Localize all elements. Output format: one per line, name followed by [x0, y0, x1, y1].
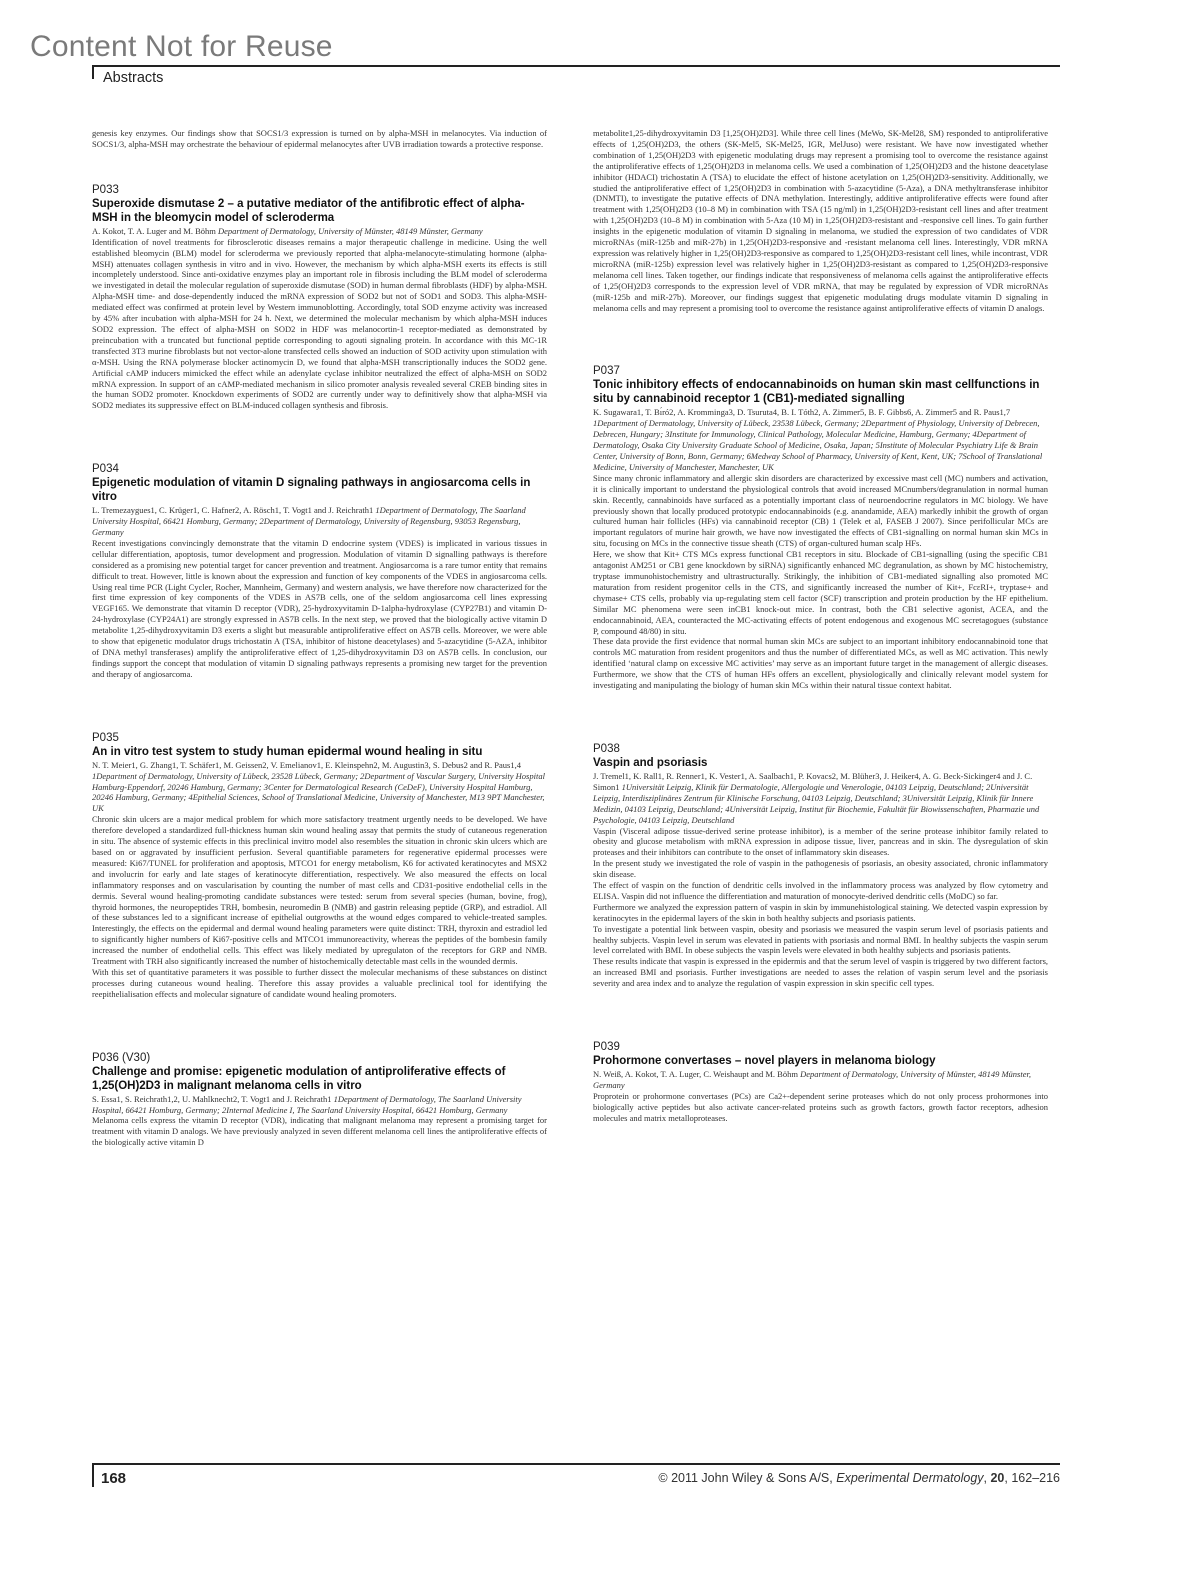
page-number: 168 — [101, 1470, 127, 1487]
abstract-body — [92, 814, 547, 999]
abstract-body — [593, 473, 1048, 691]
abstract-paragraph: Recent investigations convincingly demonstrate that the vitamin D endocrine system (VDES) is implicated in various tissues in cellular differentiation, apoptosis, tumor development and progression. Modulation of vitamin D signalling pathways is therefore considered as a promising new potential target for cancer prevention and treatment. Angiosarcoma is a rare tumor entity that remains difficult to treat. However, little is known about the expression and function of key components of the VDES in angiosarcoma cells. Using real time PCR (Light Cycler, Rocher, Mannheim, Germany) and western analysis, we have therefore now characterized for the first time expression of key components of the VDES in AS7B cells, one of the seldom angiosarcoma cell lines expressing VEGF165. We demonstrate that vitamin D receptor (VDR), 25-hydroxyvitamin D-1alpha-hydroxylase (CYP27B1) and vitamin D-24-hydroxylase (CYP24A1) are strongly expressed in AS7B cells. In the next step, we proved that the biologically active vitamin D metabolite 1,25-dihydroxyvitamin D3 exerts a slight but measurable antiproliferative effect on AS7B cells. Moreover, we were able to show that epigenetic modulator drugs trichostatin A (TSA, inhibitor of histone deacetylases) and 5-azacytidine (5-AZA, inhibitor of DNA methyl transferases) amplify the antiproliferative effect of 1,25-dihydroxyvitamin D3 on AS7B cells. In conclusion, our findings support the concept that modulation of vitamin D signaling pathways represents a promising new target for the prevention and therapy of angiosarcoma. — [92, 537, 547, 679]
abstract-paragraph: In the present study we investigated the role of vaspin in the pathogenesis of psoriasis, an obesity associated, chronic inflammatory skin disease. — [593, 858, 1048, 880]
abstract-p033 — [92, 184, 547, 411]
section-title: Abstracts — [103, 70, 164, 86]
left-column — [92, 128, 547, 1148]
abstract-p036 — [92, 1052, 547, 1149]
abstract-body — [593, 1091, 1048, 1124]
abstract-title: Tonic inhibitory effects of endocannabinoids on human skin mast cellfunctions in situ by cannabinoid receptor 1 (CB1)-mediated signalling — [593, 379, 1040, 406]
abstract-paragraph: With this set of quantitative parameters it was possible to further dissect the molecular mechanisms of these substances on distinct processes during cutaneous wound healing. Therefore this assay provides a valuable preclinical tool for identifying the reepithelialisation effects and molecular signature of candidate wound healing promoters. — [92, 966, 547, 999]
author-affiliation: 1Department of Dermatology, The Saarland University Hospital, 66421 Homburg, Germany; 2Internal Medicine I, The Saarland University Hospital, 66421 Homburg, Germany — [92, 1093, 522, 1115]
abstract-authors — [92, 505, 547, 538]
abstract-paragraph: To investigate a potential link between vaspin, obesity and psoriasis we measured the vaspin serum level of psoriasis patients and healthy subjects. Vaspin level in serum was elevated in patients with psoriasis and normal BMI. In healthy subjects the vaspin serum level correlated with BMI. In obese subjects the vaspin levels were elevated in both healthy subjects and psoriasis patients. — [593, 923, 1048, 956]
abstract-body — [92, 237, 547, 412]
author-names: J. Tremel1, K. Rall1, R. Renner1, K. Vester1, A. Saalbach1, P. Kovacs2, M. Blüher3, J. Heiker4, A. G. Beck-Sickinger4 and J. C. Simon1 — [593, 770, 1033, 792]
abstract-id: P038 — [593, 742, 620, 755]
right-column — [593, 128, 1048, 1124]
footer-rule — [92, 1463, 1060, 1465]
abstract-p037 — [593, 365, 1048, 691]
author-names: L. Tremezaygues1, C. Krüger1, C. Hafner2, A. Rösch1, T. Vogt1 and J. Reichrath1 — [92, 505, 376, 516]
author-names: A. Kokot, T. A. Luger and M. Böhm — [92, 225, 218, 236]
abstract-p039 — [593, 1041, 1048, 1124]
footer-citation — [658, 1471, 1060, 1485]
abstract-id: P037 — [593, 365, 620, 378]
author-affiliation: 1Department of Dermatology, The Saarland University Hospital, 66421 Homburg, Germany; 2Department of Dermatology, University of Regensburg, 93053 Regensburg, Germany — [92, 505, 526, 538]
continued-abstract — [92, 128, 547, 150]
abstract-authors — [92, 1094, 547, 1116]
abstract-id: P034 — [92, 463, 119, 476]
abstract-authors — [593, 1069, 1048, 1091]
abstract-id: P036 (V30) — [92, 1051, 151, 1064]
abstract-id: P039 — [593, 1041, 620, 1054]
journal-name: Experimental Dermatology — [836, 1471, 984, 1485]
author-names: S. Essa1, S. Reichrath1,2, U. Mahlknecht2, T. Vogt1 and J. Reichrath1 — [92, 1093, 334, 1104]
abstract-p038 — [593, 743, 1048, 989]
abstract-authors — [92, 760, 547, 815]
abstract-paragraph: These data provide the first evidence that normal human skin MCs are subject to an important inhibitory endocannabinoid tone that controls MC maturation from resident progenitors and thus the number of differentiated MCs, as well as MC activation. This newly identified ‘natural clamp on excessive MC activities’ may serve as an important future target in the management of allergic diseases. Furthermore, we show that the CTS of human HFs offers an excellent, physiologically and clinically relevant model system for investigating and manipulating the biology of human skin MCs within their natural tissue context habitat. — [593, 636, 1048, 691]
abstract-authors — [593, 407, 1048, 472]
footer-separator: , — [983, 1471, 991, 1485]
abstract-title: Challenge and promise: epigenetic modulation of antiproliferative effects of 1,25(OH)2D3 in malignant melanoma cells in vitro — [92, 1065, 506, 1092]
author-affiliation: Department of Dermatology, University of Münster, 48149 Münster, Germany — [218, 225, 483, 236]
abstract-paragraph: Identification of novel treatments for fibrosclerotic diseases remains a major therapeutic challenge in medicine. Using the well established bleomycin (BLM) model for scleroderma we previously reported that alpha-melanocyte-stimulating hormone (alpha-MSH) attenuates collagen synthesis in vitro and in vivo. However, the mechanism by which alpha-MSH exerts its effects is still incompletely understood. Since anti-oxidative enzymes play an important role in fibrosis including the BLM model of scleroderma we investigated in detail the molecular regulation of superoxide dismutase (SOD) in human dermal fibroblasts (HDF) by alpha-MSH. Alpha-MSH time- and dose-dependently induced the mRNA expression of SOD2 but not of SOD1 and SOD3. This alpha-MSH-mediated effect was confirmed at protein level by Western immunoblotting. Accordingly, total SOD enzyme activity was increased by 45% after incubation with alpha-MSH for 24 h. Next, we determined the molecular mechanism by which alpha-MSH induces SOD2 expression. The effect of alpha-MSH on SOD2 in HDF was melanocortin-1 receptor-mediated as demonstrated by preincubation with a truncated but functional peptide corresponding to agouti signaling protein. In accordance with this MC-1R transfected 3T3 murine fibroblasts but not vector-alone transfected cells showed an induction of SOD activity upon stimulation with α-MSH. Using the RNA polymerase blocker actinomycin D, we found that alpha-MSH transcriptionally induces the SOD2 gene. Artificial cAMP inducers mimicked the effect while an adenylate cyclase inhibitor neutralized the effect of alpha-MSH on SOD2 mRNA expression. In support of an cAMP-mediated mechanism in silico promoter analysis revealed several CREB binding sites in the human SOD2 promoter. Knockdown experiments of SOD2 are currently under way to definitively show that alpha-MSH via SOD2 mediates its suppressive effect on BLM-induced collagen synthesis and fibrosis. — [92, 236, 547, 411]
abstract-paragraph: Since many chronic inflammatory and allergic skin disorders are characterized by excessive mast cell (MC) numbers and activation, it is clinically important to understand the physiological controls that avoid increased MCnumbers/degranulation in normal human skin. Recently, cannabinoids have surfaced as a potentially important class of neuroendocrine regulators in MC biology. We have previously shown that locally produced prototypic endocannabinoids (e.g. anandamide, AEA) markedly inhibit the growth of organ cultured human hair follicles (HFs) via cannabinoid receptor (CB) 1 (Telek et al, FASEB J 2007). Since perifollicular MCs are important regulators of murine hair growth, we have now investigated the effects of CB1-signalling on normal human skin MCs in situ, focusing on MCs in the connective tissue sheath (CTS) of organ-cultured human scalp HFs. — [593, 472, 1048, 549]
copyright-text: © 2011 John Wiley & Sons A/S, — [658, 1471, 833, 1485]
abstract-p035 — [92, 732, 547, 1000]
abstract-body — [92, 1115, 547, 1148]
abstract-body — [92, 538, 547, 680]
abstract-authors — [92, 226, 547, 237]
continued-abstract — [593, 128, 1048, 313]
abstract-paragraph: Proprotein or prohormone convertases (PCs) are Ca2+-dependent serine proteases which do not only process prohormones into biologically active peptides but also activate cancer-related proteins such as growth factors, growth factor receptors, adhesion molecules and matrix metalloproteases. — [593, 1090, 1048, 1123]
abstract-paragraph: Chronic skin ulcers are a major medical problem for which more satisfactory treatment urgently needs to be developed. We have therefore developed a standardized full-thickness human skin wound healing assay that permits the study of cutaneous regeneration in situ. The absence of systemic effects in this preclinical invitro model also resembles the situation in chronic skin ulcers which are based on or aggravated by insufficient perfusion. Several quantifiable parameters for regenerative epidermal processes were measured: Ki67/TUNEL for proliferation and apoptosis, MTCO1 for energy metabolism, K6 for activated keratinocytes and MSX2 and involucrin for early and late stages of keratinocyte differentiation, respectively. We also measured the effects on local inflammatory responses and on vascularisation by counting the number of mast cells and CD31-positive endothelial cells in the dermis. Several wound healing-promoting candidate substances were tested: serum from several species (human, bovine, frog), thyroid hormones, the neuropeptides TRH, bombesin, neuromedin B (NMB) and gastrin releasing peptide (GRP), and estradiol. All of these substances led to a significant increase of epithelial outgrowths at the wound edges compared to vehicle-treated samples. Interestingly, the effects on the epidermal and dermal wound healing parameters were quite distinct: TRH, thyroxin and estradiol led to significantly higher numbers of Ki67-positive cells and MTCO1 immunoreactivity, whereas the peptides of the bombesin family increased the number of endothelial cells. This effect was likely mediated by upregulaton of the receptors for GRP and NMB. Treatment with TRH also significantly increased the number of histochemically detectable mast cells in the wounded dermis. — [92, 814, 547, 967]
abstract-id: P033 — [92, 183, 119, 196]
author-names: K. Sugawara1, T. Bı́ró2, A. Kromminga3, D. Tsuruta4, B. I. Tóth2, A. Zimmer5, B. F. Gibbs6, A. Zimmer5 and R. Paus1,7 — [593, 407, 1011, 418]
abstract-title: Epigenetic modulation of vitamin D signaling pathways in angiosarcoma cells in vitro — [92, 477, 531, 504]
abstract-paragraph: Furthermore we analyzed the expression pattern of vaspin in skin by immunehistological staining. We detected vaspin expression by keratinocytes in the epidermal layers of the skin in both healthy subjects and psoriasis patients. — [593, 901, 1048, 923]
header-rule-tick — [92, 65, 94, 79]
author-affiliation: Department of Dermatology, University of Münster, 48149 Münster, Germany — [593, 1069, 1031, 1090]
abstract-title: Superoxide dismutase 2 – a putative mediator of the antifibrotic effect of alpha-MSH in the bleomycin model of scleroderma — [92, 197, 525, 224]
journal-volume: 20 — [990, 1471, 1005, 1485]
header-rule — [92, 65, 1060, 67]
abstract-authors — [593, 771, 1048, 826]
abstract-body — [593, 826, 1048, 990]
abstract-paragraph: Here, we show that Kit+ CTS MCs express functional CB1 receptors in situ. Blockade of CB1-signalling (using the specific CB1 antagonist AM251 or CB1 gene knockdown by siRNA) significantly enhanced MC degranulation, as shown by MC histochemistry, tryptase immunohistochemistry and ultrastructurally. Strikingly, the inhibition of CB1-mediated signalling also promoted MC maturation from resident progenitor cells in the CTS, and significantly increased the number of Kit+, FcεRI+, tryptase+ and chymase+ CTS cells, probably via up-regulating stem cell factor (SCF) transcription and protein production by the HF epithelium. Similar MC phenomena were seen inCB1 knock-out mice. In contrast, both the CB1 selective agonist, ACEA, and the endocannabinoid, AEA, counteracted the MC-activating effects of potent endogenous and exogenous MC secretagogues (substance P, compound 48/80) in situ. — [593, 549, 1048, 636]
watermark: Content Not for Reuse — [30, 30, 333, 63]
author-names: N. T. Meier1, G. Zhang1, T. Schäfer1, M. Geissen2, V. Emelianov1, E. Kleinspehn2, M. Augustin3, S. Debus2 and R. Paus1,4 — [92, 759, 521, 770]
abstract-title: Prohormone convertases – novel players in melanoma biology — [593, 1055, 936, 1068]
abstract-p034 — [92, 463, 547, 680]
footer-rule-tick — [92, 1463, 94, 1487]
abstract-paragraph: Vaspin (Visceral adipose tissue-derived serine protease inhibitor), is a member of the serine protease inhibitor family related to obesity and glucose metabolism with mRNA expression in adipose tissue, liver, pancreas and in skin. The dysregulation of skin proteases and their inhibitors can contribute to the onset of inflammatory skin diseases. — [593, 825, 1048, 858]
abstract-title: An in vitro test system to study human epidermal wound healing in situ — [92, 745, 483, 758]
continued-text: metabolite1,25-dihydroxyvitamin D3 [1,25(OH)2D3]. While three cell lines (MeWo, SK-Mel28, SM) responded to antiproliferative effects of 1,25(OH)2D3, the others (SK-Mel5, SK-Mel25, IGR, MelJuso) were resistant. We have now investigated whether combination of 1,25(OH)2D3 with epigenetic modulating drugs may represent a promising tool to overcome the resistance against the antiproliferative effects of 1,25(OH)2D3 in melanoma cells. We used a combination of 1,25(OH)2D3 and the histone deacetylase inhibitor (HDACI) trichostatin A (TSA) to elucidate the effect of histone acetylation on 1,25(OH)2D3-sensitivity. Additionally, we studied the antiproliferative effect of 1,25(OH)2D3 in combination with 5-azacytidine (5-Aza), a DNA methyltransferase inhibitor (DNMTI), to investigate the putative effects of DNA methylation. Interestingly, additive antiproliferative effects were found after treatment with 1,25(OH)2D3 (10–8 M) in combination with TSA (15 ng/ml) in 1,25(OH)2D3-resistant cell lines and after treatment with 1,25(OH)2D3 (10–8 M) in combination with 5-Aza (10 M) in 1,25(OH)2D3-resistant and -responsive cell lines. To gain further insights in the epigenetic modulation of vitamin D signaling in melanoma, we studied the expression of two candidates of VDR microRNAs (miR-125b and miR-27b) in 1,25(OH)2D3-responsive and -resistant melanoma cell lines. Interestingly, VDR mRNA expression was relatively higher in 1,25(OH)2D3-responsive as compared to 1,25(OH)2D3-resistant cell lines, while incontrast, VDR microRNA (miR-125b) expression level was relatively higher in 1,25(OH)2D3-resistant as compared to 1,25(OH)2D3-responsive melanoma cell lines. Taken together, our findings indicate that responsiveness of melanoma cells against the antiproliferative effects of 1,25(OH)2D3 corresponds to the expression level of VDR mRNA, that may be regulated by expression of VDR microRNAs (miR-125b and miR-27b). Moreover, our findings suggest that epigenetic modulating drugs modulate vitamin D signaling in melanoma cells and may represent a promising tool to overcome the resistance against antiproliferative effects of vitamin D analogs. — [593, 128, 1048, 313]
abstract-paragraph: These results indicate that vaspin is expressed in the epidermis and that the serum level of vaspin is triggered by two different factors, an increased BMI and psoriasis. Further investigations are needed to asses the relation of vaspin serum level and the psoriasis severity and area index and to analyze the regulation of vaspin expression in skin specific cell types. — [593, 956, 1048, 989]
abstract-paragraph: Melanoma cells express the vitamin D receptor (VDR), indicating that malignant melanoma may represent a promising target for treatment with vitamin D analogs. We have previously analyzed in seven different melanoma cell lines the antiproliferative effects of the biologically active vitamin D — [92, 1115, 547, 1148]
abstract-title: Vaspin and psoriasis — [593, 756, 708, 769]
author-affiliation: 1Universität Leipzig, Klinik für Dermatologie, Allergologie und Venerologie, 04103 Leipzig, Deutschland; 2Universität Leipzig, Interdisziplinäres Zentrum für Klinische Forschung, 04103 Leipzig, Deutschland; 3Universität Leipzig, Klinik für Innere Medizin, 04103 Leipzig, Deutschland; 4Universität Leipzig, Institut für Biochemie, Fakultät für Biowissenschaften, Pharmazie und Psychologie, 04103 Leipzig, Deutschland — [593, 781, 1040, 825]
abstract-paragraph: The effect of vaspin on the function of dendritic cells involved in the inflammatory process was analyzed by flow cytometry and ELISA. Vaspin did not influence the differentiation and maturation of monocyte-derived dendritic cells (MoDC) so far. — [593, 880, 1048, 901]
continued-text: genesis key enzymes. Our findings show that SOCS1/3 expression is turned on by alpha-MSH in melanocytes. Via induction of SOCS1/3, alpha-MSH may orchestrate the behaviour of epidermal melanocytes after UVB irradiation towards a protective response. — [92, 128, 547, 149]
author-names: N. Weiß, A. Kokot, T. A. Luger, C. Weishaupt and M. Böhm — [593, 1069, 801, 1080]
journal-pages: , 162–216 — [1004, 1471, 1060, 1485]
author-affiliation: 1Department of Dermatology, University of Lübeck, 23528 Lübeck, Germany; 2Department of Vascular Surgery, University Hospital Hamburg-Eppendorf, 20246 Hamburg, Germany; 3Center for Dermatological Research (CeDeF), University Hospital Hamburg, 20246 Hamburg, Germany; 4Epithelial Sciences, School of Translational Medicine, University of Manchester, M13 9PT Manchester, UK — [92, 770, 545, 814]
abstract-id: P035 — [92, 731, 119, 744]
author-affiliation: 1Department of Dermatology, University of Lübeck, 23538 Lübeck, Germany; 2Department of Physiology, University of Debrecen, Debrecen, Hungary; 3Institute for Immunology, Clinical Pathology, Molecular Medicine, Hamburg, Germany; 4Department of Dermatology, Osaka City University Graduate School of Medicine, Osaka, Japan; 5Institute of Molecular Psychiatry Life & Brain Center, University of Bonn, Bonn, Germany; 6Medway School of Pharmacy, University of Kent, Kent, UK; 7School of Translational Medicine, University of Manchester, Manchester, UK — [593, 418, 1043, 472]
